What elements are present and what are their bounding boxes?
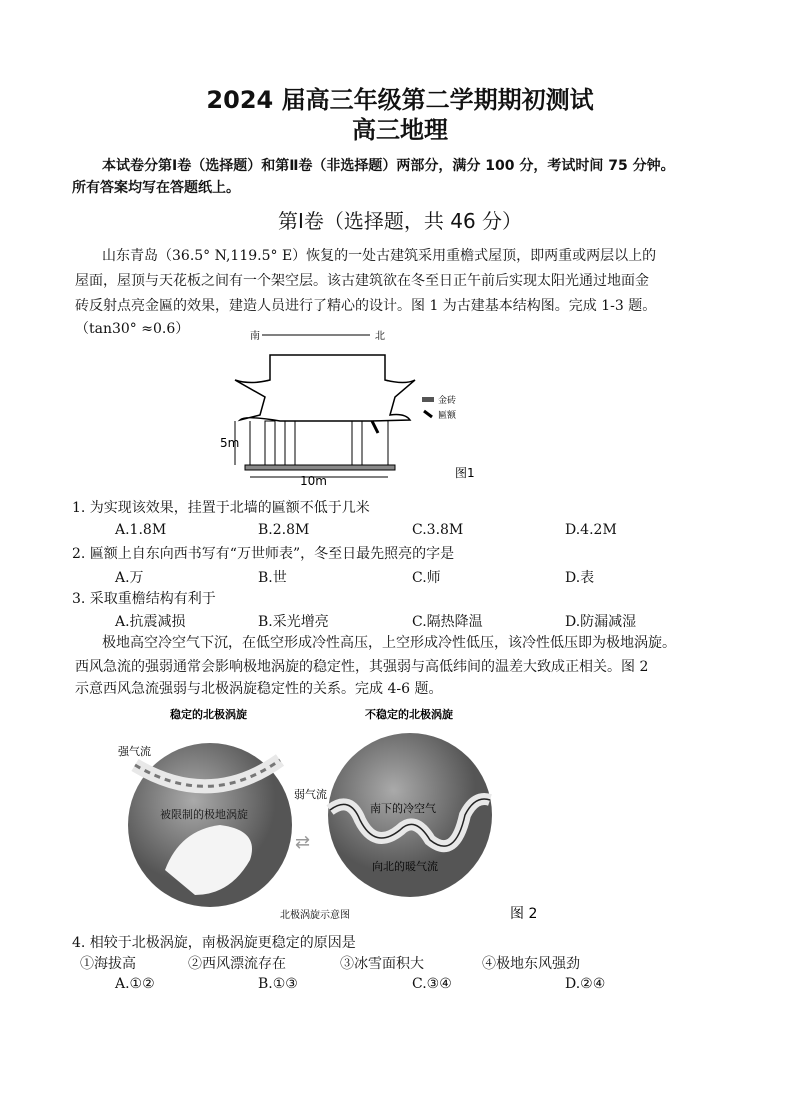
passage-line: 西风急流的强弱通常会影响极地涡旋的稳定性，其强弱与高低纬间的温差大致成正相关。图 2 [75,659,649,675]
passage-line: （tan30° ≈0.6） [75,321,190,337]
q4-option-c[interactable]: C.③④ [412,976,452,992]
question-2-stem: 2. 匾额上自东向西书写有“万世师表”，冬至日最先照亮的字是 [72,546,455,562]
restricted-vortex-label: 被限制的极地涡旋 [160,808,248,821]
warm-flow-label: 向北的暖气流 [372,860,438,873]
figure-2-caption: 图 2 [510,906,538,922]
figure-2-polar-vortex-diagram [110,700,590,930]
unstable-vortex-title: 不稳定的北极涡旋 [365,708,453,721]
q3-option-d[interactable]: D.防漏减湿 [565,614,637,630]
q4-item-4: ④极地东风强劲 [482,956,580,972]
height-label: 5m [220,436,240,450]
stable-vortex-title: 稳定的北极涡旋 [170,708,247,721]
q2-option-a[interactable]: A.万 [115,570,144,586]
section-heading: 第Ⅰ卷（选择题，共 46 分） [277,209,523,233]
passage-line: 砖反射点亮金匾的效果，建造人员进行了精心的设计。图 1 为古建基本结构图。完成 1-3 题。 [75,298,657,314]
q4-item-3: ③冰雪面积大 [340,956,424,972]
strong-flow-label: 强气流 [118,745,151,758]
q3-option-a[interactable]: A.抗震减损 [115,614,186,630]
q4-item-1: ①海拔高 [80,956,136,972]
cold-air-label: 南下的冷空气 [370,802,436,815]
passage-line: 示意西风急流强弱与北极涡旋稳定性的关系。完成 4-6 题。 [75,681,443,697]
exam-title: 2024 届高三年级第二学期期初测试 [206,86,594,114]
q4-option-a[interactable]: A.①② [115,976,155,992]
question-4-stem: 4. 相较于北极涡旋，南极涡旋更稳定的原因是 [72,935,356,951]
north-label: 北 [375,331,385,342]
q4-option-b[interactable]: B.①③ [258,976,298,992]
question-1-stem: 1. 为实现该效果，挂置于北墙的匾额不低于几米 [72,500,370,516]
arrow-right-icon: ⇄ [295,832,311,853]
q2-option-b[interactable]: B.世 [258,570,287,586]
gold-brick-legend-icon [422,397,434,402]
q4-item-2: ②西风漂流存在 [188,956,286,972]
q1-option-b[interactable]: B.2.8M [258,522,310,538]
exam-subject: 高三地理 [352,116,448,144]
q1-option-d[interactable]: D.4.2M [565,522,617,538]
q4-option-d[interactable]: D.②④ [565,976,606,992]
width-label: 10m [300,474,327,485]
q2-option-d[interactable]: D.表 [565,570,595,586]
south-label: 南 [250,331,260,342]
legend-gold-brick: 金砖 [438,396,457,406]
q1-option-a[interactable]: A.1.8M [115,522,167,538]
legend-plaque: 匾额 [438,411,457,421]
figure-1-building-diagram [220,325,520,485]
diagram-title: 北极涡旋示意图 [280,910,350,921]
plaque-legend-icon [424,411,432,417]
passage-line: 极地高空冷空气下沉，在低空形成冷性高压，上空形成冷性低压，该冷性低压即为极地涡旋。 [102,635,676,651]
q2-option-c[interactable]: C.师 [412,570,441,586]
weak-flow-label: 弱气流 [294,788,327,801]
q1-option-c[interactable]: C.3.8M [412,522,464,538]
q3-option-c[interactable]: C.隔热降温 [412,614,483,630]
intro-line: 所有答案均写在答题纸上。 [72,180,240,196]
figure-1-caption: 图1 [455,466,475,480]
question-3-stem: 3. 采取重檐结构有利于 [72,591,216,607]
passage-line: 山东青岛（36.5° N,119.5° E）恢复的一处古建筑采用重檐式屋顶，即两重或两层以上的 [102,248,657,264]
q3-option-b[interactable]: B.采光增亮 [258,614,329,630]
intro-line: 本试卷分第Ⅰ卷（选择题）和第Ⅱ卷（非选择题）两部分，满分 100 分，考试时间 75 分钟。 [102,158,675,174]
passage-line: 屋面，屋顶与天花板之间有一个架空层。该古建筑欲在冬至日正午前后实现太阳光通过地面金 [75,273,649,289]
